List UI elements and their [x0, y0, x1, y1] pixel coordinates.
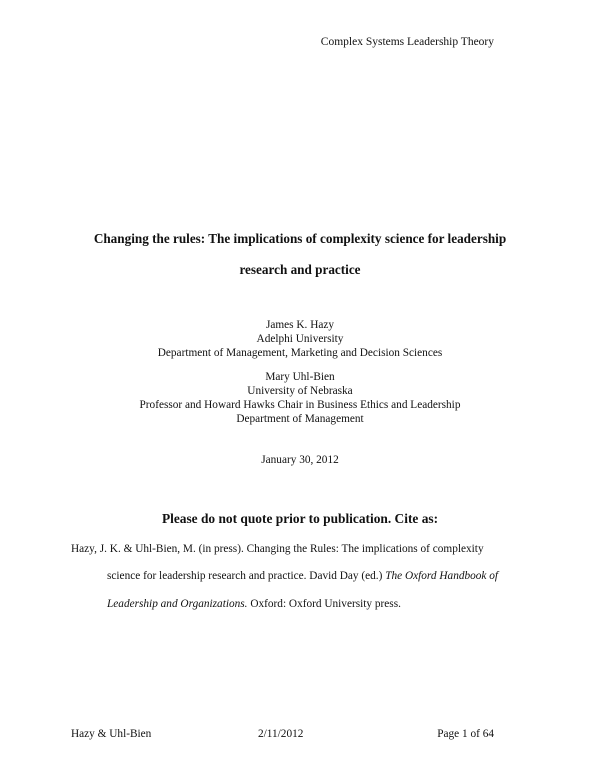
- citation-handbook-title: The Oxford Handbook of: [385, 570, 499, 582]
- author-2-position: Professor and Howard Hawks Chair in Business Ethics and Leadership: [139, 399, 461, 411]
- running-head: Complex Systems Leadership Theory: [320, 36, 494, 48]
- citation-notice: Please do not quote prior to publication. Cite as:: [161, 511, 439, 526]
- paper-title-line-1: Changing the rules: The implications of complexity science for leadership: [93, 231, 507, 246]
- author-1-department: Department of Management, Marketing and Decision Sciences: [157, 347, 443, 359]
- citation-line-3: [107, 598, 401, 610]
- paper-title-line-2: research and practice: [239, 262, 361, 277]
- author-1-institution: Adelphi University: [256, 333, 344, 345]
- footer-page-number: Page 1 of 64: [437, 728, 494, 740]
- author-2-department: Department of Management: [236, 413, 364, 425]
- author-2-institution: University of Nebraska: [247, 385, 353, 397]
- author-1-name: James K. Hazy: [265, 319, 335, 331]
- citation-publisher: Oxford: Oxford University press.: [247, 598, 401, 610]
- citation-handbook-title-cont: Leadership and Organizations.: [107, 598, 248, 610]
- document-date: January 30, 2012: [261, 454, 339, 466]
- footer-date: 2/11/2012: [258, 728, 304, 740]
- author-2-name: Mary Uhl-Bien: [265, 371, 335, 383]
- footer-authors: Hazy & Uhl-Bien: [71, 728, 152, 740]
- citation-line-1: Hazy, J. K. & Uhl-Bien, M. (in press). Changing the Rules: The implications of complexity: [71, 543, 484, 555]
- citation-line-2: [107, 570, 498, 582]
- citation-line-2-text: science for leadership research and practice. David Day (ed.): [107, 570, 386, 582]
